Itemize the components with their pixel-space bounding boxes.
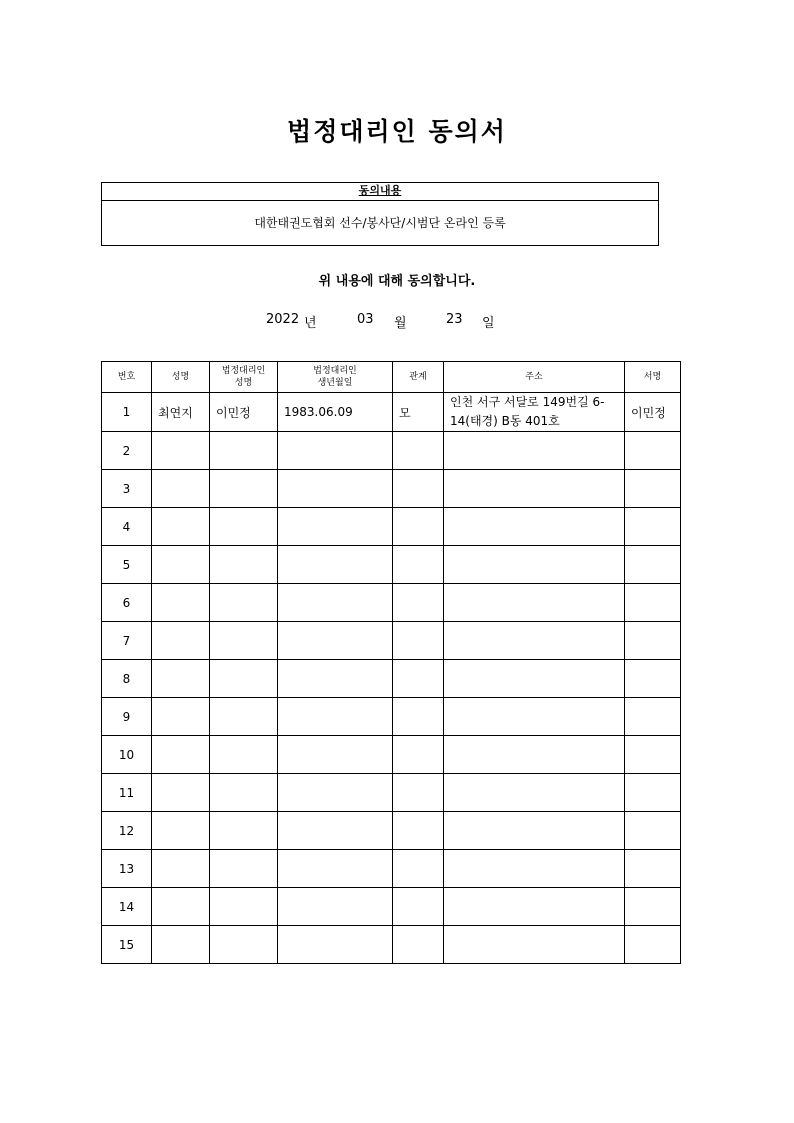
cell-signature — [625, 736, 681, 774]
table-row — [102, 622, 681, 660]
cell-guardian-name — [210, 622, 278, 660]
cell-guardian-birthdate — [278, 698, 393, 736]
cell-name — [152, 546, 210, 584]
cell-number: 11 — [102, 774, 152, 812]
cell-name — [152, 508, 210, 546]
table-row — [102, 432, 681, 470]
cell-signature — [625, 774, 681, 812]
cell-signature — [625, 698, 681, 736]
cell-guardian-name — [210, 470, 278, 508]
cell-guardian-name — [210, 926, 278, 964]
cell-guardian-birthdate — [278, 850, 393, 888]
cell-address — [444, 926, 625, 964]
cell-guardian-name — [210, 736, 278, 774]
cell-number: 4 — [102, 508, 152, 546]
cell-address — [444, 850, 625, 888]
cell-number: 1 — [102, 393, 152, 432]
cell-number: 2 — [102, 432, 152, 470]
cell-guardian-name: 이민정 — [210, 393, 278, 432]
consent-box — [101, 182, 659, 246]
cell-guardian-name — [210, 774, 278, 812]
cell-guardian-birthdate — [278, 812, 393, 850]
col-header-guardian-name: 법정대리인 성명 — [210, 362, 278, 393]
cell-number: 10 — [102, 736, 152, 774]
table-row — [102, 393, 681, 432]
date-day-unit: 일 — [482, 316, 495, 331]
cell-guardian-name — [210, 850, 278, 888]
cell-relation — [393, 508, 444, 546]
agree-statement: 위 내용에 대해 동의합니다. — [318, 274, 476, 289]
cell-guardian-name — [210, 508, 278, 546]
cell-relation — [393, 926, 444, 964]
cell-name: 최연지 — [152, 393, 210, 432]
cell-guardian-birthdate — [278, 508, 393, 546]
table-row — [102, 584, 681, 622]
cell-name — [152, 584, 210, 622]
table-row — [102, 546, 681, 584]
table-row — [102, 470, 681, 508]
col-header-relation: 관계 — [393, 362, 444, 393]
cell-guardian-name — [210, 432, 278, 470]
cell-relation — [393, 432, 444, 470]
cell-signature — [625, 812, 681, 850]
cell-address — [444, 508, 625, 546]
cell-address: 인천 서구 서달로 149번길 6-14(태경) B동 401호 — [444, 393, 625, 432]
cell-guardian-name — [210, 584, 278, 622]
cell-relation: 모 — [393, 393, 444, 432]
guardian-table — [101, 361, 681, 964]
cell-name — [152, 660, 210, 698]
col-header-address: 주소 — [444, 362, 625, 393]
cell-relation — [393, 774, 444, 812]
cell-name — [152, 470, 210, 508]
cell-name — [152, 812, 210, 850]
table-row — [102, 888, 681, 926]
table-row — [102, 926, 681, 964]
cell-guardian-name — [210, 546, 278, 584]
cell-signature — [625, 888, 681, 926]
cell-guardian-birthdate — [278, 888, 393, 926]
cell-address — [444, 584, 625, 622]
cell-guardian-birthdate — [278, 736, 393, 774]
cell-relation — [393, 698, 444, 736]
cell-relation — [393, 546, 444, 584]
table-row — [102, 508, 681, 546]
cell-relation — [393, 584, 444, 622]
cell-name — [152, 736, 210, 774]
cell-name — [152, 622, 210, 660]
cell-number: 12 — [102, 812, 152, 850]
cell-signature — [625, 622, 681, 660]
cell-signature: 이민정 — [625, 393, 681, 432]
date-year: 2022 — [266, 312, 300, 327]
table-row — [102, 660, 681, 698]
cell-signature — [625, 470, 681, 508]
table-row — [102, 698, 681, 736]
cell-guardian-birthdate — [278, 774, 393, 812]
page-title: 법정대리인 동의서 — [287, 117, 507, 146]
table-row — [102, 850, 681, 888]
col-header-name: 성명 — [152, 362, 210, 393]
cell-address — [444, 774, 625, 812]
date-month-unit: 월 — [394, 316, 407, 331]
cell-relation — [393, 888, 444, 926]
date-year-unit: 년 — [304, 316, 317, 331]
cell-number: 5 — [102, 546, 152, 584]
cell-name — [152, 432, 210, 470]
cell-relation — [393, 470, 444, 508]
cell-name — [152, 926, 210, 964]
cell-relation — [393, 622, 444, 660]
cell-signature — [625, 546, 681, 584]
cell-number: 14 — [102, 888, 152, 926]
cell-guardian-name — [210, 812, 278, 850]
cell-number: 6 — [102, 584, 152, 622]
cell-address — [444, 698, 625, 736]
cell-relation — [393, 660, 444, 698]
cell-address — [444, 888, 625, 926]
cell-name — [152, 850, 210, 888]
cell-signature — [625, 432, 681, 470]
date-day: 23 — [446, 312, 463, 327]
cell-guardian-birthdate — [278, 622, 393, 660]
cell-guardian-birthdate — [278, 432, 393, 470]
table-row — [102, 812, 681, 850]
consent-body: 대한태권도협회 선수/봉사단/시범단 온라인 등록 — [254, 216, 506, 230]
cell-signature — [625, 660, 681, 698]
cell-guardian-birthdate — [278, 546, 393, 584]
cell-number: 7 — [102, 622, 152, 660]
cell-address — [444, 660, 625, 698]
cell-number: 3 — [102, 470, 152, 508]
table-header-row — [102, 362, 681, 393]
cell-guardian-birthdate — [278, 584, 393, 622]
cell-address — [444, 432, 625, 470]
cell-guardian-name — [210, 698, 278, 736]
col-header-number: 번호 — [102, 362, 152, 393]
table-row — [102, 774, 681, 812]
cell-name — [152, 698, 210, 736]
cell-number: 8 — [102, 660, 152, 698]
cell-signature — [625, 850, 681, 888]
cell-relation — [393, 812, 444, 850]
cell-address — [444, 812, 625, 850]
consent-header: 동의내용 — [102, 183, 658, 201]
cell-address — [444, 736, 625, 774]
cell-name — [152, 888, 210, 926]
cell-number: 15 — [102, 926, 152, 964]
cell-guardian-name — [210, 660, 278, 698]
cell-guardian-birthdate: 1983.06.09 — [278, 393, 393, 432]
table-row — [102, 736, 681, 774]
cell-address — [444, 546, 625, 584]
cell-number: 9 — [102, 698, 152, 736]
cell-signature — [625, 926, 681, 964]
cell-signature — [625, 508, 681, 546]
cell-guardian-birthdate — [278, 660, 393, 698]
cell-relation — [393, 736, 444, 774]
cell-guardian-name — [210, 888, 278, 926]
col-header-guardian-birthdate: 법정대리인 생년월일 — [278, 362, 393, 393]
cell-address — [444, 470, 625, 508]
cell-relation — [393, 850, 444, 888]
cell-number: 13 — [102, 850, 152, 888]
col-header-signature: 서명 — [625, 362, 681, 393]
cell-address — [444, 622, 625, 660]
date-month: 03 — [357, 312, 374, 327]
cell-guardian-birthdate — [278, 926, 393, 964]
cell-name — [152, 774, 210, 812]
cell-guardian-birthdate — [278, 470, 393, 508]
cell-signature — [625, 584, 681, 622]
